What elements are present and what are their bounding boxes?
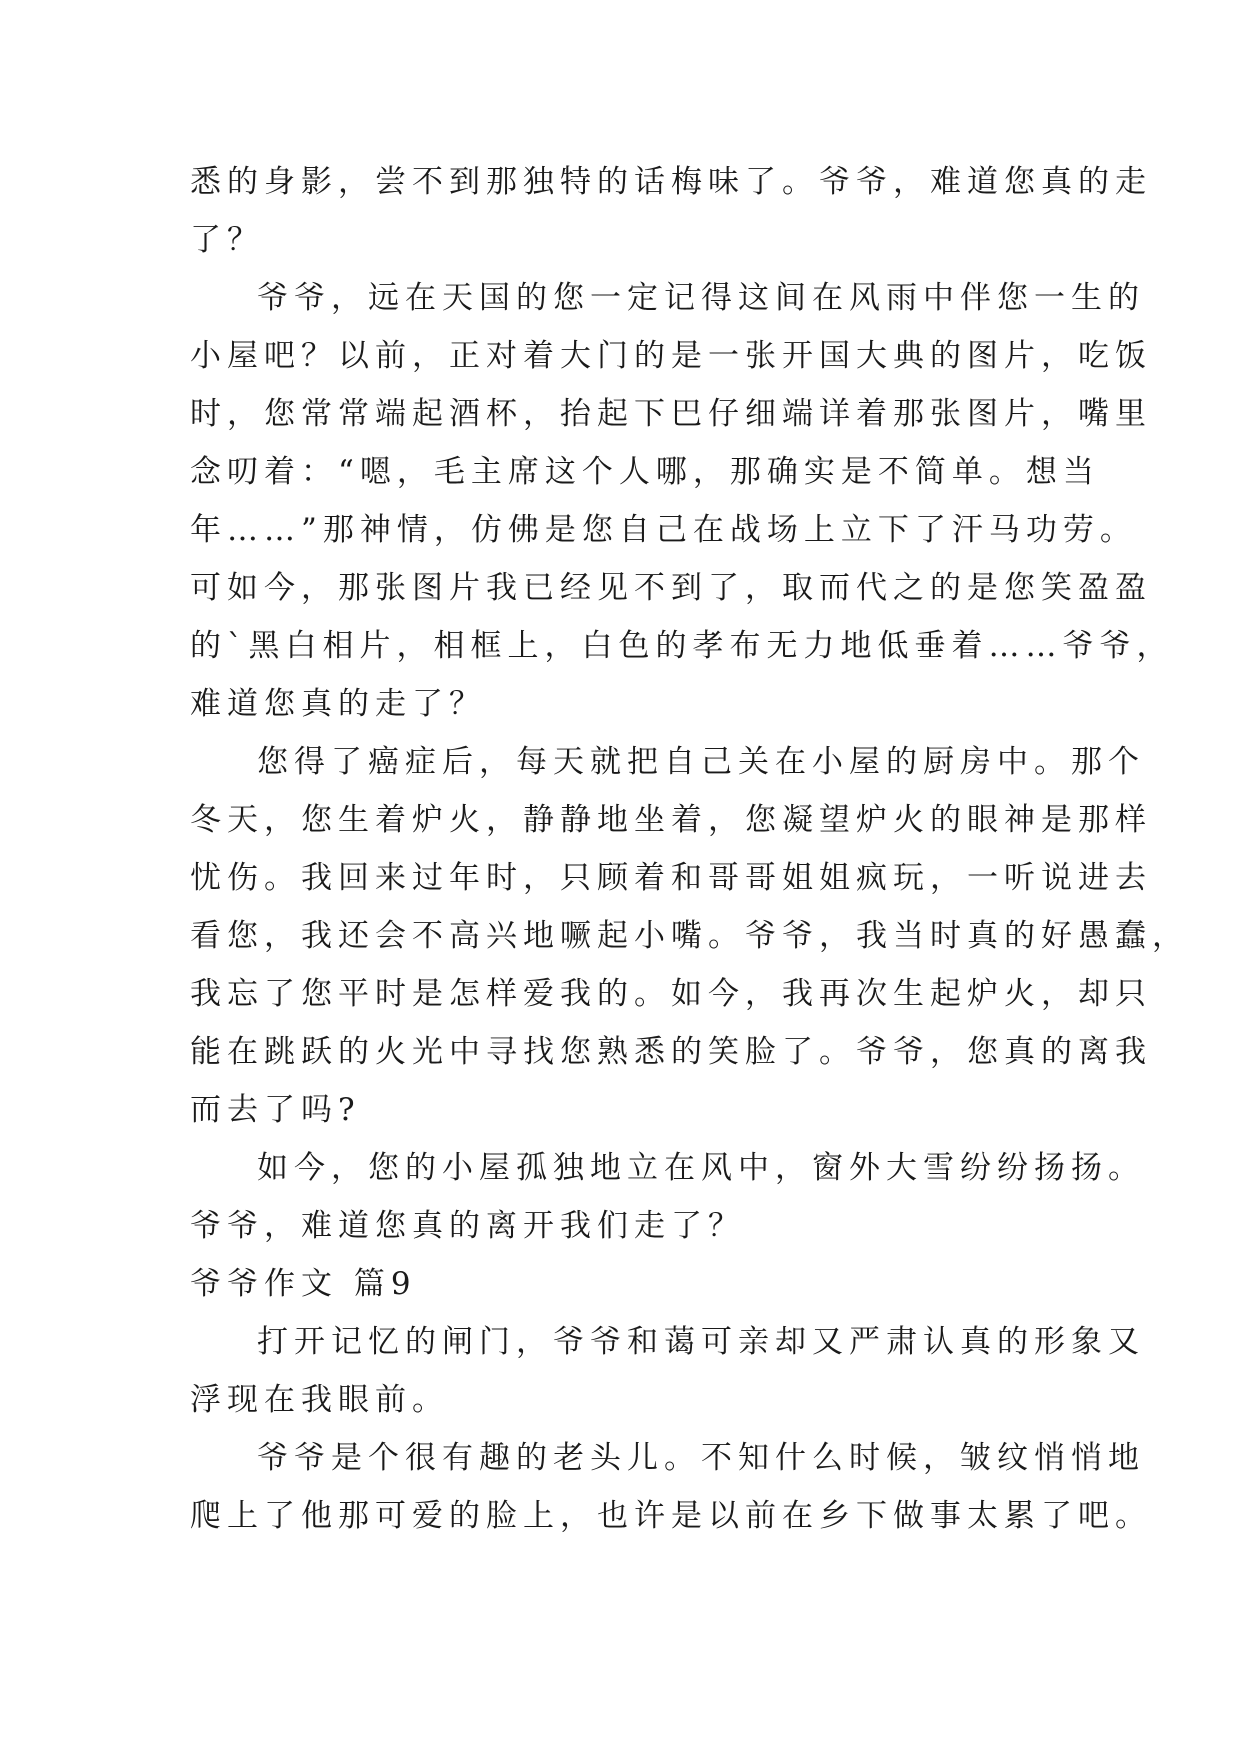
paragraph-start-line: 爷爷是个很有趣的老头儿。不知什么时候，皱纹悄悄地 (257, 1440, 1145, 1476)
text-line: 了？ (190, 222, 264, 258)
text-line: 时，您常常端起酒杯，抬起下巴仔细端详着那张图片，嘴里 (190, 396, 1152, 432)
text-line: 爷爷，难道您真的离开我们走了？ (190, 1208, 745, 1244)
paragraph-start-line: 如今，您的小屋孤独地立在风中，窗外大雪纷纷扬扬。 (257, 1150, 1145, 1186)
text-line: 念叨着：“嗯，毛主席这个人哪，那确实是不简单。想当 (190, 454, 1100, 490)
paragraph-start-line: 打开记忆的闸门，爷爷和蔼可亲却又严肃认真的形象又 (257, 1324, 1145, 1360)
text-line: 我忘了您平时是怎样爱我的。如今，我再次生起炉火，却只 (190, 976, 1152, 1012)
text-line: 爬上了他那可爱的脸上，也许是以前在乡下做事太累了吧。 (190, 1498, 1152, 1534)
text-line: 浮现在我眼前。 (190, 1382, 449, 1418)
text-line: 难道您真的走了？ (190, 686, 486, 722)
paragraph-start-line: 您得了癌症后，每天就把自己关在小屋的厨房中。那个 (257, 744, 1145, 780)
text-line: 年……”那神情，仿佛是您自己在战场上立下了汗马功劳。 (190, 512, 1137, 548)
section-heading: 爷爷作文 篇9 (190, 1266, 417, 1302)
text-line: 的`黑白相片，相框上，白色的孝布无力地低垂着……爷爷， (190, 628, 1174, 664)
text-line: 可如今，那张图片我已经见不到了，取而代之的是您笑盈盈 (190, 570, 1152, 606)
text-line: 小屋吧？以前，正对着大门的是一张开国大典的图片，吃饭 (190, 338, 1152, 374)
text-line: 而去了吗? (190, 1092, 361, 1128)
text-line: 能在跳跃的火光中寻找您熟悉的笑脸了。爷爷，您真的离我 (190, 1034, 1152, 1070)
text-line: 忧伤。我回来过年时，只顾着和哥哥姐姐疯玩，一听说进去 (190, 860, 1152, 896)
text-line: 冬天，您生着炉火，静静地坐着，您凝望炉火的眼神是那样 (190, 802, 1152, 838)
text-line: 悉的身影，尝不到那独特的话梅味了。爷爷，难道您真的走 (190, 164, 1152, 200)
text-line: 看您，我还会不高兴地噘起小嘴。爷爷，我当时真的好愚蠢， (190, 918, 1189, 954)
paragraph-start-line: 爷爷，远在天国的您一定记得这间在风雨中伴您一生的 (257, 280, 1145, 316)
